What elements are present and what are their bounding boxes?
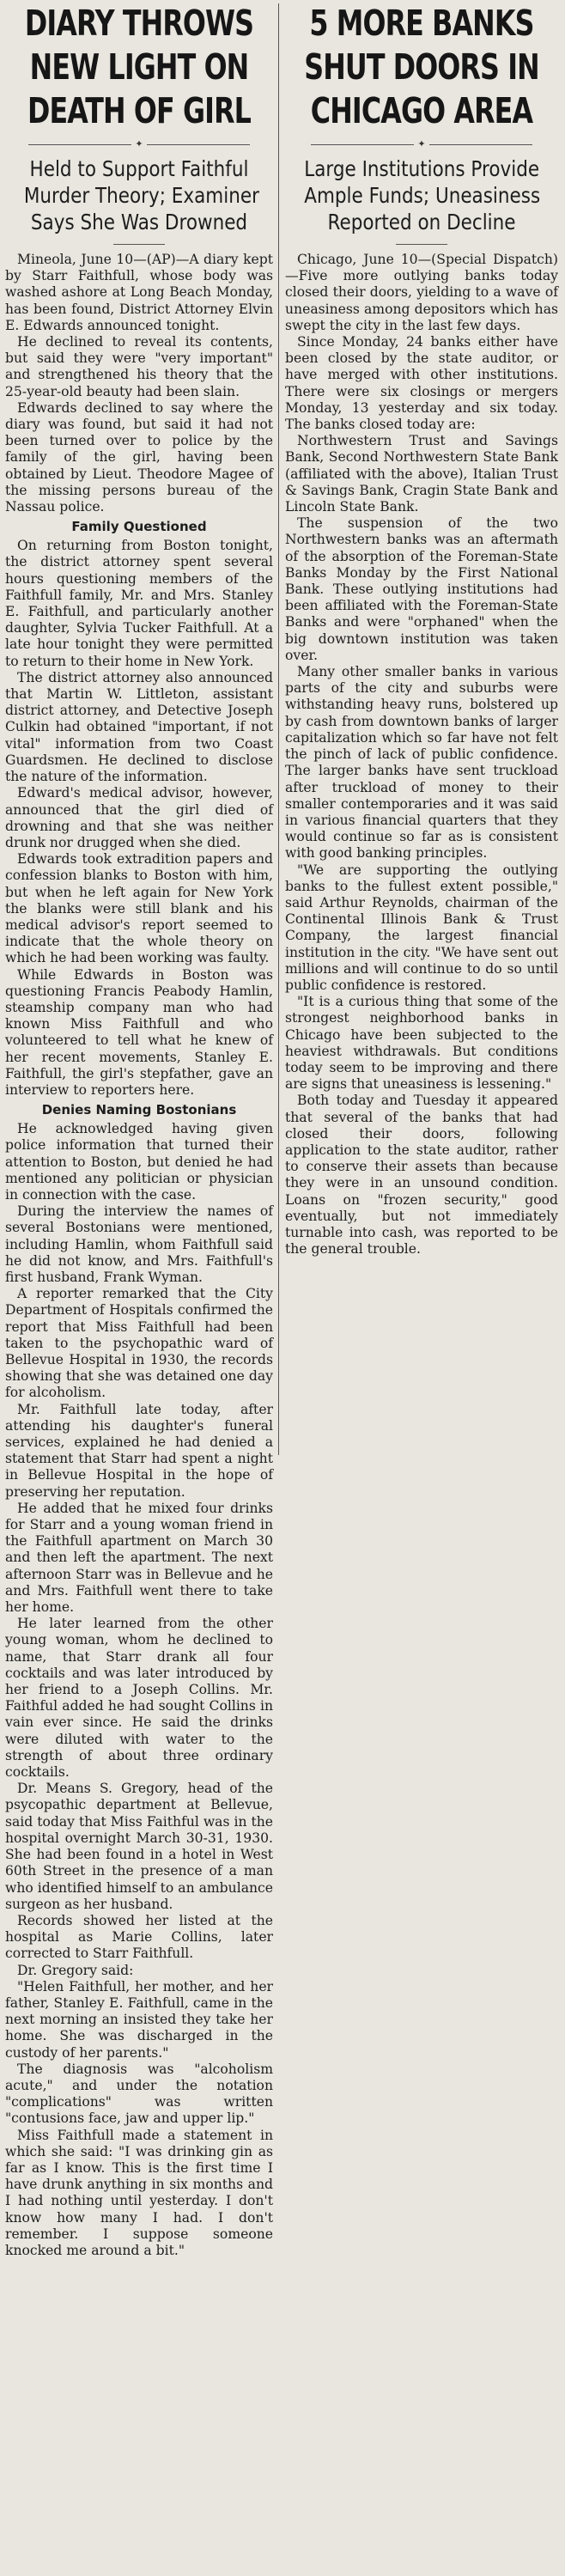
- right-headline-line: 5 MORE BANKS: [309, 3, 534, 44]
- paragraph: Edward's medical advisor, however, announced that the girl died of drowning and that she was neither drunk nor drugged when she died.: [5, 785, 273, 850]
- paragraph: He added that he mixed four drinks for Starr and a young woman friend in the Faithfull apartment on March 30 and then left the apartment. The next afternoon Starr was in Bellevue and he and Mrs. Faithfull went there to take her home.: [5, 1500, 273, 1616]
- left-headline-line: DEATH OF GIRL: [27, 90, 252, 131]
- left-headline: [24, 2, 254, 133]
- right-deck-line: Large Institutions Provide: [304, 156, 540, 181]
- left-article: [5, 0, 273, 2259]
- paragraph: During the interview the names of several Bostonians were mentioned, including Hamlin, whom Faithfull said he did not know, and Mrs. Faithfull's first husband, Frank Wyman.: [5, 1203, 273, 1285]
- paragraph: Northwestern Trust and Savings Bank, Second Northwestern State Bank (affiliated with the above), Italian Trust & Savings Bank, Cragin State Bank and Lincoln State Bank.: [285, 433, 558, 515]
- left-headline-line: DIARY THROWS: [24, 3, 254, 44]
- paragraph: He declined to reveal its contents, but said they were "very important" and strengthened his theory that the 25-year-old beauty had been slain.: [5, 334, 273, 399]
- left-deck-line: Says She Was Drowned: [30, 210, 248, 234]
- left-deck-line: Held to Support Faithful: [29, 156, 249, 181]
- right-headline-line: CHICAGO AREA: [310, 90, 533, 131]
- paragraph: Edwards declined to say where the diary was found, but said it had not been turned over to police by the family of the girl, having been obtained by Lieut. Theodore Magee of the missing persons bureau of the Nassau police.: [5, 399, 273, 515]
- headline-ornament: ✦: [285, 138, 558, 150]
- paragraph: He later learned from the other young woman, whom he declined to name, that Starr drank all four cocktails and was later introduced by her friend to a Joseph Collins. Mr. Faithful added he had sought Collins in vain ever since. He said the drinks were diluted with water to the strength of about three ordinary cocktails.: [5, 1616, 273, 1781]
- paragraph: He acknowledged having given police information that turned their attention to Boston, but denied he had mentioned any politician or physician in connection with the case.: [5, 1121, 273, 1203]
- headline-ornament: ✦: [5, 138, 273, 150]
- paragraph: Edwards took extradition papers and confession blanks to Boston with him, but when he left again for New York the blanks were still blank and his medical advisor's report seemed to indicate that the whole theory on which he had been working was faulty.: [5, 851, 273, 966]
- left-deck-line: Murder Theory; Examiner: [23, 183, 259, 208]
- deck-rule: [113, 244, 165, 245]
- deck-rule: [396, 244, 447, 245]
- paragraph: While Edwards in Boston was questioning Francis Peabody Hamlin, steamship company man who had known Miss Faithfull and who volunteered to tell what he knew of her recent movements, Stanley E. Faithfull, the girl's stepfather, gave an interview to reporters here.: [5, 966, 273, 1098]
- paragraph: "It is a curious thing that some of the strongest neighborhood banks in Chicago have been subjected to the heaviest withdrawals. But conditions today seem to be improving and there are signs that uneasiness is lessening.": [285, 994, 558, 1093]
- paragraph: Chicago, June 10—(Special Dispatch)—Five more outlying banks today closed their doors, yielding to a wave of uneasiness among depositors which has swept the city in the last few days.: [285, 252, 558, 333]
- right-article: [285, 0, 558, 1258]
- right-headline: [304, 2, 538, 133]
- paragraph: The district attorney also announced that Martin W. Littleton, assistant district attorney, and Detective Joseph Culkin had obtained "important, if not vital" information from two Coast Guardsmen. He declined to disclose the nature of the information.: [5, 669, 273, 785]
- paragraph: A reporter remarked that the City Department of Hospitals confirmed the report that Miss Faithfull had been taken to the psychopathic ward of Bellevue Hospital in 1930, the records showing that she was detained one day for alcoholism.: [5, 1286, 273, 1401]
- right-article-body: [285, 252, 558, 1258]
- right-headline-line: SHUT DOORS IN: [304, 46, 539, 88]
- paragraph: The suspension of the two Northwestern banks was an aftermath of the absorption of the Foreman-State Banks Monday by the First National Bank. These outlying institutions had been affiliated with the Foreman-State Banks and were "orphaned" when the big downtown institution was taken over.: [285, 515, 558, 663]
- right-deck: [304, 155, 541, 235]
- paragraph: Both today and Tuesday it appeared that several of the banks that had closed their doors, following application to the state auditor, rather to conserve their assets than because they were in an unsound condition. Loans on "frozen security," good eventually, but not immediately turnable into cash, was reported to be the general trouble.: [285, 1093, 558, 1258]
- paragraph: On returning from Boston tonight, the district attorney spent several hours questioning members of the Faithfull family, Mr. and Mrs. Stanley E. Faithfull, and particularly another daughter, Sylvia Tucker Faithfull. At a late hour tonight they were permitted to return to their home in New York.: [5, 538, 273, 669]
- left-headline-line: NEW LIGHT ON: [29, 46, 249, 88]
- subhead: Denies Naming Bostonians: [41, 1102, 237, 1118]
- paragraph: Miss Faithfull made a statement in which she said: "I was drinking gin as far as I know. This is the first time I have drunk anything in six months and I had nothing until yesterday. I don't know how many I had. I don't remember. I suppose someone knocked me around a bit.": [5, 2127, 273, 2258]
- column-divider: [278, 3, 279, 1455]
- paragraph: Mr. Faithfull late today, after attending his daughter's funeral services, explained he had denied a statement that Starr had spent a night in Bellevue Hospital in the hope of preserving her reputation.: [5, 1401, 273, 1500]
- paragraph: Mineola, June 10—(AP)—A diary kept by Starr Faithfull, whose body was washed ashore at Long Beach Monday, has been found, District Attorney Elvin E. Edwards announced tonight.: [5, 252, 273, 333]
- paragraph: Many other smaller banks in various parts of the city and suburbs were withstanding heavy runs, bolstered up by cash from downtown banks of larger capitalization which so far have not felt the pinch of lack of public confidence. The larger banks have sent truckload after truckload of money to their smaller contemporaries and it was said in various financial quarters that they would continue so far as is consistent with good banking principles.: [285, 664, 558, 862]
- left-article-body: [5, 252, 273, 2259]
- paragraph: Dr. Gregory said:: [17, 1962, 134, 1978]
- paragraph: "We are supporting the outlying banks to the fullest extent possible," said Arthur Reynolds, chairman of the Continental Illinois Bank & Trust Company, the largest financial institution in the city. "We have sent out millions and will continue to do so until public confidence is restored.: [285, 862, 558, 993]
- paragraph: "Helen Faithfull, her mother, and her father, Stanley E. Faithfull, came in the next morning an insisted they take her home. She was discharged in the custody of her parents.": [5, 1978, 273, 2061]
- left-deck: [23, 155, 259, 235]
- paragraph: Since Monday, 24 banks either have been closed by the state auditor, or have merged with other institutions. There were six closings or mergers Monday, 13 yesterday and six today. The banks closed today are:: [285, 334, 558, 433]
- right-deck-line: Ample Funds; Uneasiness: [304, 183, 541, 208]
- paragraph: The diagnosis was "alcoholism acute," and under the notation "complications" was written "contusions face, jaw and upper lip.": [5, 2061, 273, 2127]
- paragraph: Records showed her listed at the hospital as Marie Collins, later corrected to Starr Faithfull.: [5, 1912, 273, 1962]
- subhead: Family Questioned: [71, 519, 207, 535]
- paragraph: Dr. Means S. Gregory, head of the psycopathic department at Bellevue, said today that Miss Faithful was in the hospital overnight March 30-31, 1930. She had been found in a hotel in West 60th Street in the presence of a man who identified himself to an ambulance surgeon as her husband.: [5, 1781, 273, 1912]
- right-deck-line: Reported on Decline: [327, 210, 516, 234]
